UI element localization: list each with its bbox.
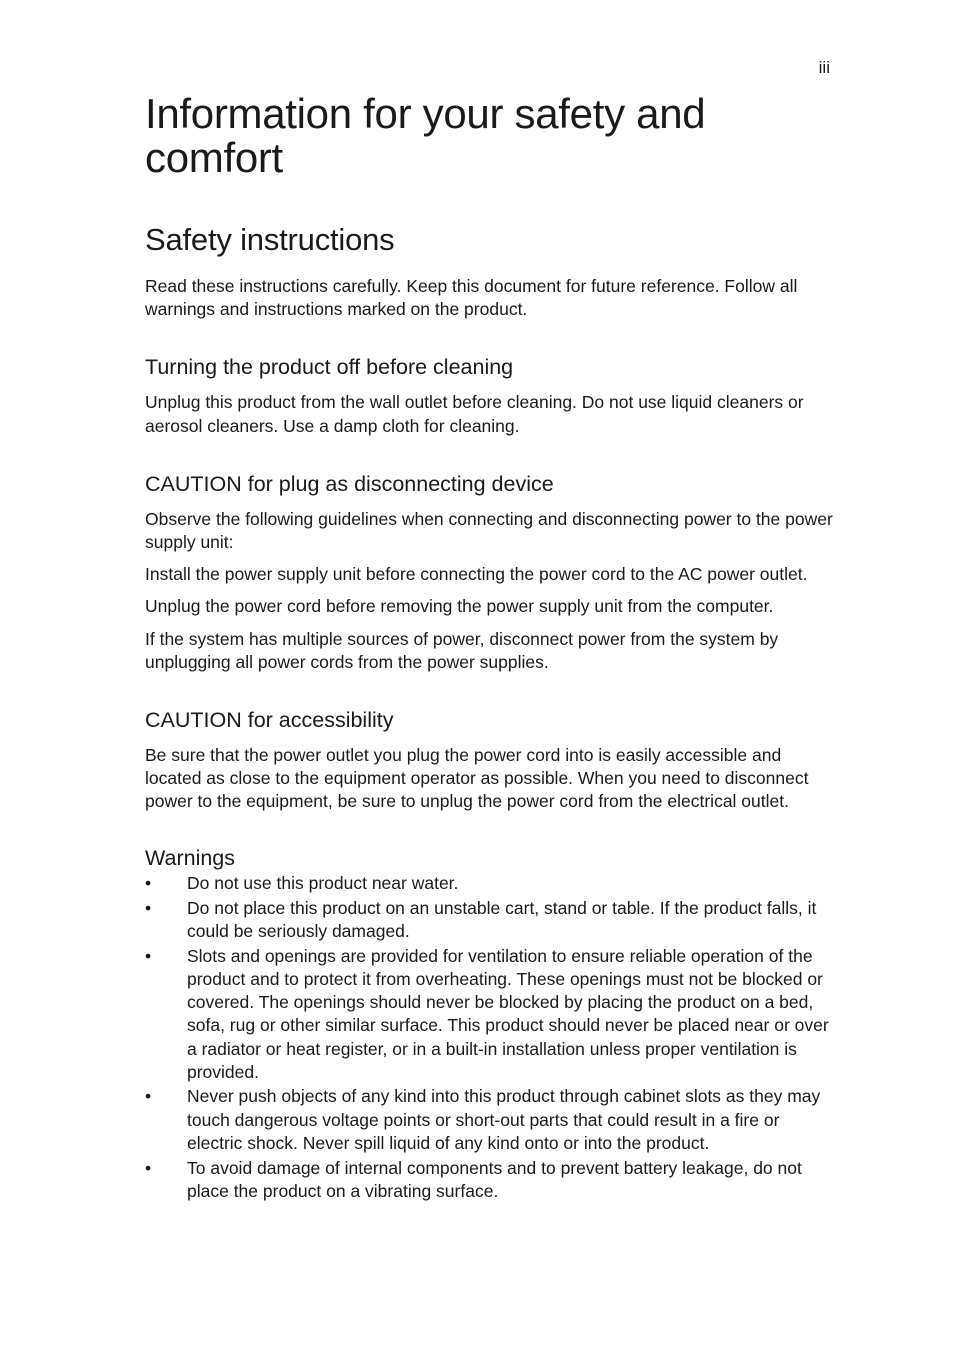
paragraph: If the system has multiple sources of power, disconnect power from the system by unplugging all power cords from the power supplies. [145, 628, 779, 672]
bullet-icon: • [145, 945, 152, 966]
paragraph: Be sure that the power outlet you plug the power cord into is easily accessible and located as close to the equipment operator as possible. When you need to disconnect power to the equipment, be sure to unplug the power cord from the electrical outlet. [145, 745, 809, 812]
subsection-heading-plug-caution: CAUTION for plug as disconnecting device [145, 471, 554, 496]
list-item-text: Slots and openings are provided for ventilation to ensure reliable operation of the product and to protect it from overheating. These openings must not be blocked or covered. The openings should never be blocked by placing the product on a bed, sofa, rug or other similar surface. This product should never be placed near or over a radiator or heat register, or in a built-in installation unless proper ventilation is provided. [187, 945, 829, 1082]
section-intro: Read these instructions carefully. Keep this document for future reference. Follow all warnings and instructions marked on the product. [145, 276, 798, 320]
list-item-text: To avoid damage of internal components and to prevent battery leakage, do not place the product on a vibrating surface. [187, 1157, 802, 1201]
list-item [145, 1085, 835, 1155]
subsection-heading-accessibility: CAUTION for accessibility [145, 708, 394, 733]
bullet-icon: • [145, 1086, 152, 1107]
paragraph: Observe the following guidelines when connecting and disconnecting power to the power supply unit: [145, 508, 833, 553]
paragraph: Unplug the power cord before removing the power supply unit from the computer. [145, 596, 774, 617]
bullet-icon: • [145, 1157, 152, 1178]
page-title: Information for your safety and comfort [145, 90, 706, 181]
list-item-text: Never push objects of any kind into this product through cabinet slots as they may touch dangerous voltage points or short-out parts that could result in a fire or electric shock. Never spill liquid of any kind onto or into the product. [187, 1086, 821, 1153]
warnings-heading: Warnings [145, 845, 236, 870]
list-item [145, 945, 835, 1084]
list-item-text: Do not place this product on an unstable cart, stand or table. If the product falls, it could be seriously damaged. [187, 897, 817, 942]
bullet-icon: • [145, 897, 152, 918]
list-item [145, 897, 835, 943]
subsection-heading-cleaning: Turning the product off before cleaning [145, 355, 514, 380]
paragraph: Install the power supply unit before connecting the power cord to the AC power outlet. [145, 564, 808, 585]
paragraph: Unplug this product from the wall outlet before cleaning. Do not use liquid cleaners or aerosol cleaners. Use a damp cloth for cleaning. [145, 392, 804, 436]
bullet-icon: • [145, 873, 152, 894]
list-item [145, 1157, 835, 1203]
page-content [145, 92, 835, 1203]
page-number: iii [818, 58, 830, 77]
warnings-list [145, 872, 835, 1203]
list-item [145, 872, 835, 895]
list-item-text: Do not use this product near water. [187, 873, 459, 894]
section-heading: Safety instructions [145, 222, 395, 257]
